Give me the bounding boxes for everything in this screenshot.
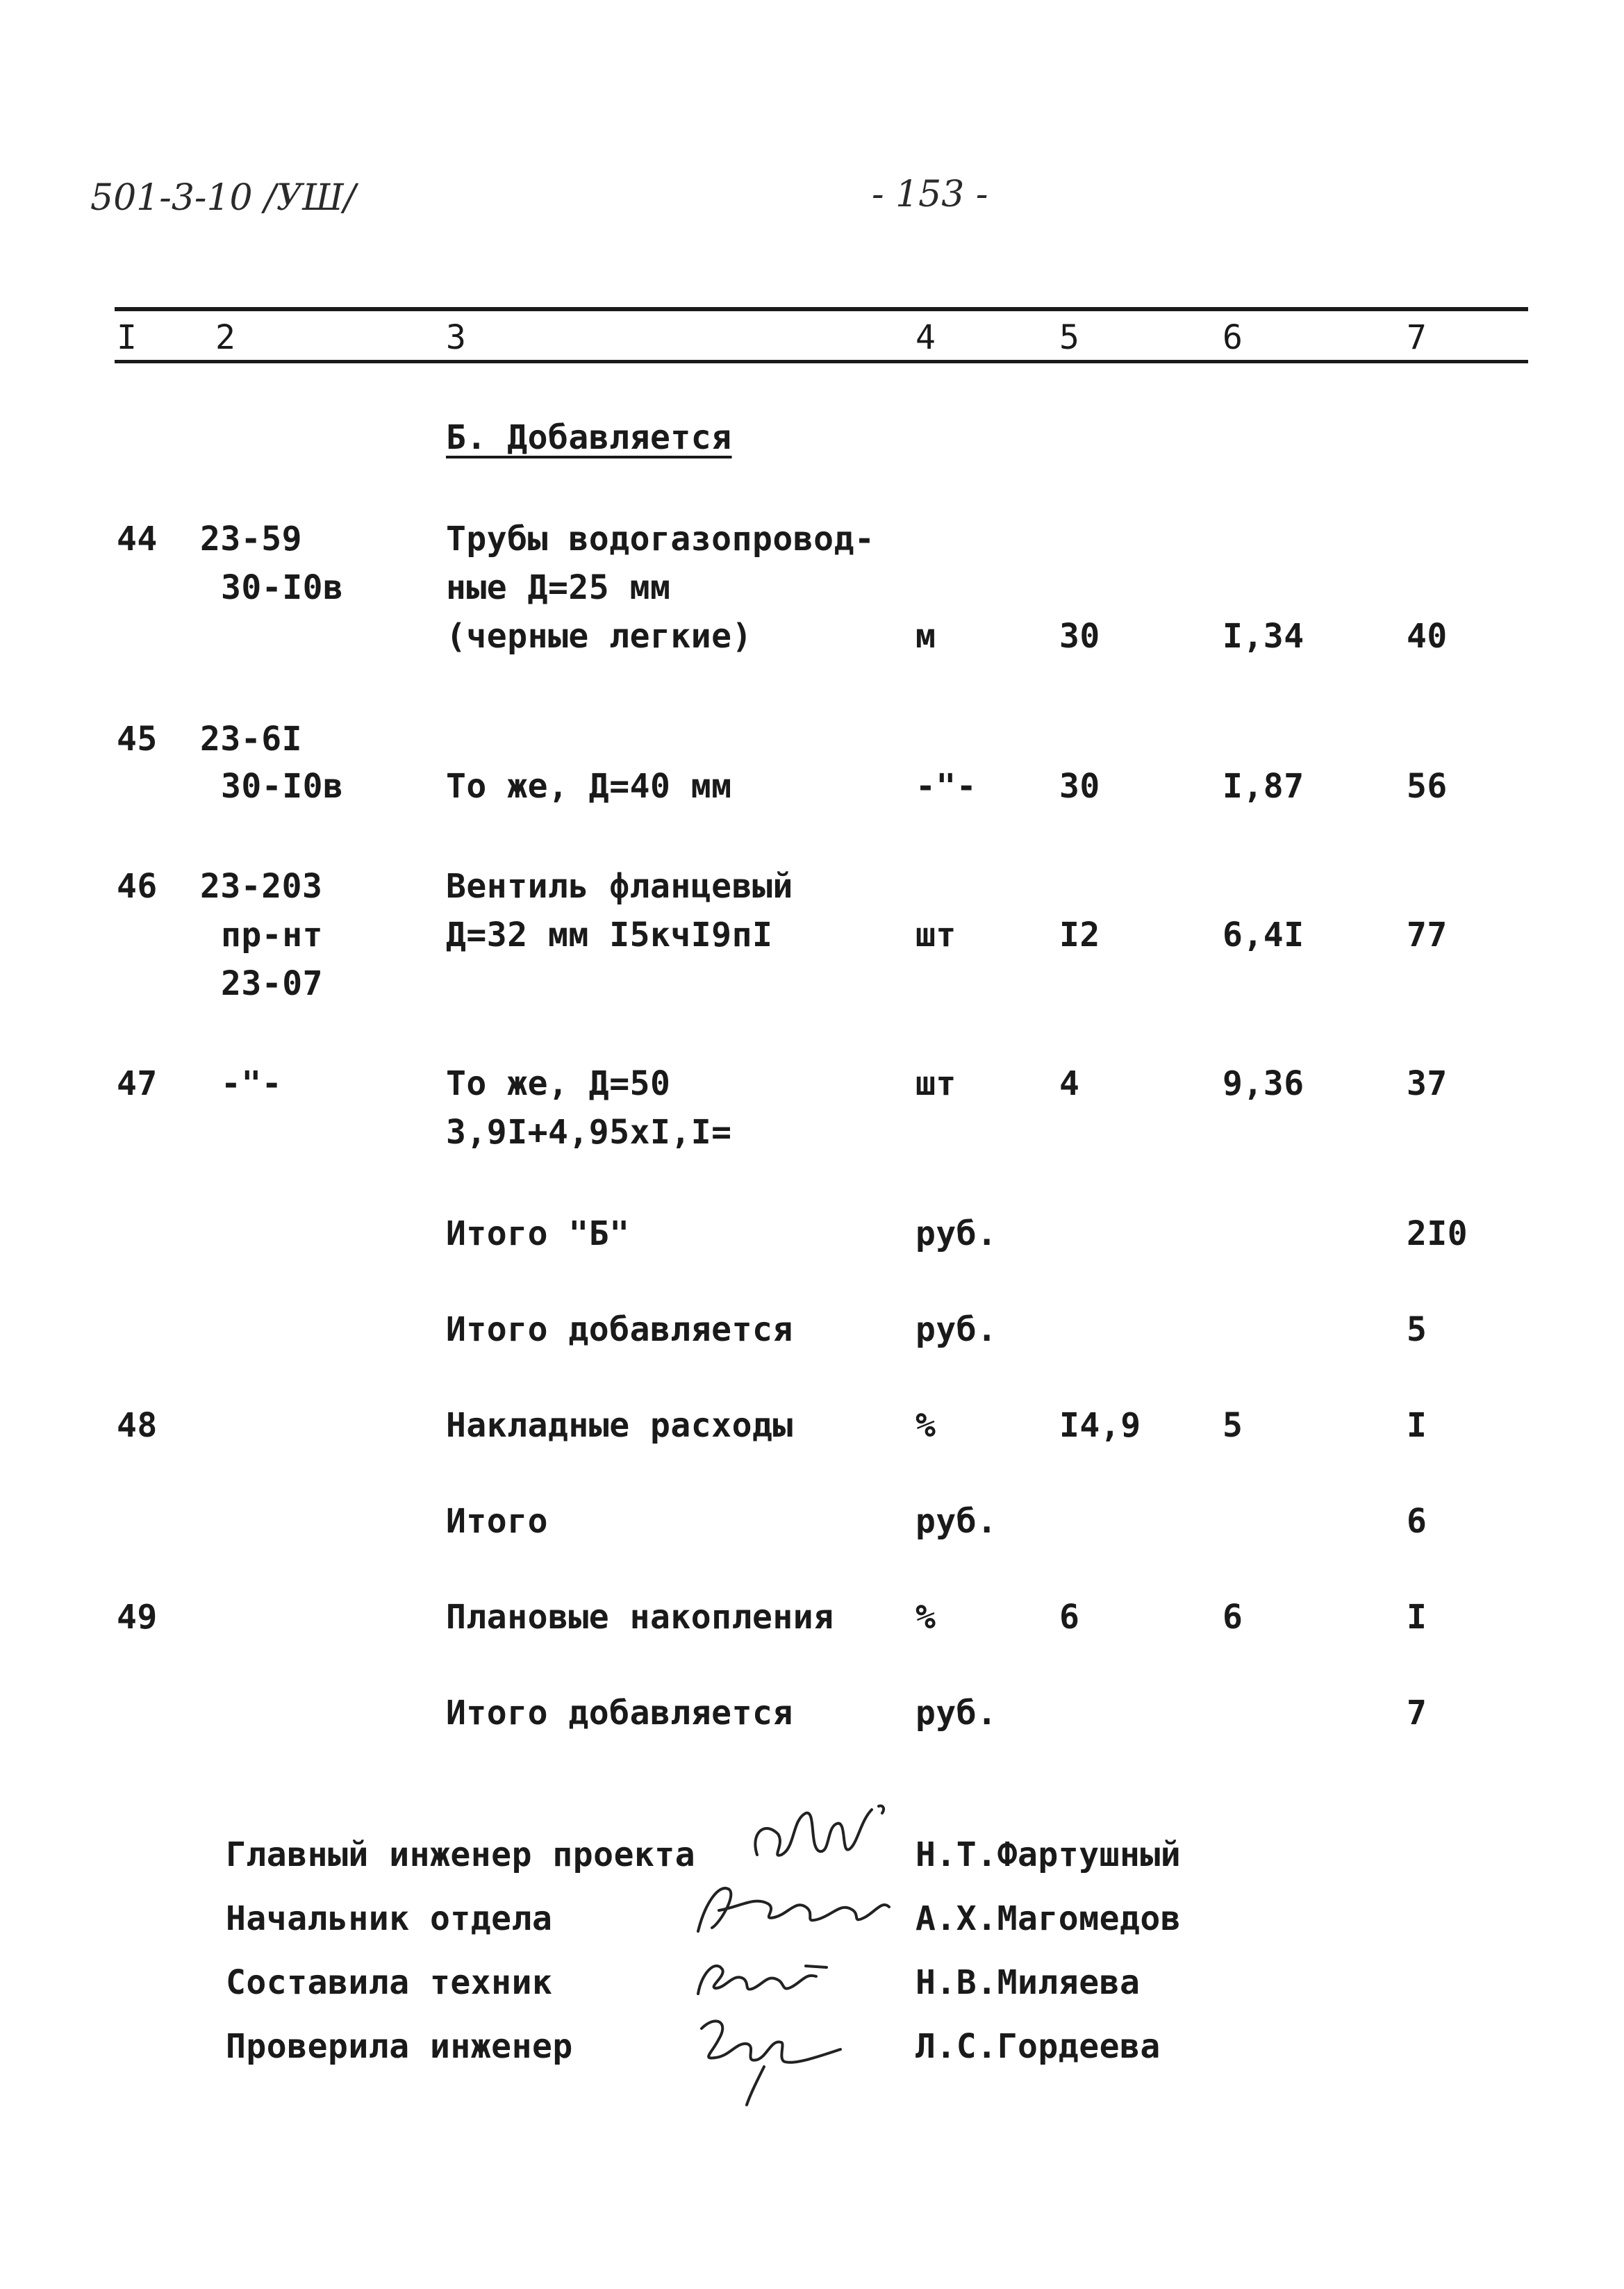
page-number: - 153 -	[872, 174, 988, 215]
row-49-unit: %	[915, 1598, 936, 1637]
signature-scribble-checking-engineer	[681, 2001, 861, 2112]
row-48-number: 48	[117, 1406, 158, 1445]
row-46-qty: I2	[1059, 916, 1100, 955]
total-added-label: Итого добавляется	[446, 1310, 793, 1349]
row-44-desc-line3: (черные легкие)	[446, 617, 752, 656]
row-44-desc-line1: Трубы водогазопровод-	[446, 520, 875, 559]
signature-role-checking-engineer: Проверила инженер	[226, 2027, 573, 2066]
row-46-total: 77	[1407, 916, 1448, 955]
row-47-desc-line1: То же, Д=50	[446, 1064, 671, 1103]
subtotal-b-label: Итого "Б"	[446, 1214, 630, 1253]
column-header-1: I	[117, 318, 137, 357]
row-48-unit: %	[915, 1406, 936, 1445]
signature-role-chief-engineer: Главный инженер проекта	[226, 1835, 696, 1874]
final-total-label: Итого добавляется	[446, 1694, 793, 1733]
signature-name-department-head: А.Х.Магомедов	[915, 1899, 1182, 1938]
section-title: Б. Добавляется	[446, 418, 732, 457]
row-47-total: 37	[1407, 1064, 1448, 1103]
signature-role-technician: Составила техник	[226, 1963, 553, 2002]
row-49-number: 49	[117, 1598, 158, 1637]
row-45-unit: -"-	[915, 767, 977, 806]
row-44-price: I,34	[1223, 617, 1304, 656]
signature-scribble-department-head	[677, 1869, 900, 1945]
row-49-desc: Плановые накопления	[446, 1598, 834, 1637]
row-44-desc-line2: ные Д=25 мм	[446, 568, 671, 607]
total-added-total: 5	[1407, 1310, 1427, 1349]
row-45-qty: 30	[1059, 767, 1100, 806]
column-header-7: 7	[1407, 318, 1427, 357]
total-added-unit: руб.	[915, 1310, 997, 1349]
row-48-qty: I4,9	[1059, 1406, 1141, 1445]
row-46-desc-line2: Д=32 мм I5кчI9пI	[446, 916, 773, 955]
document-code: 501-3-10 /УШ/	[90, 177, 356, 219]
column-header-6: 6	[1223, 318, 1243, 357]
row-47-price: 9,36	[1223, 1064, 1304, 1103]
row-48-total: I	[1407, 1406, 1427, 1445]
row-47-qty: 4	[1059, 1064, 1080, 1103]
column-header-5: 5	[1059, 318, 1079, 357]
signature-scribble-technician	[684, 1945, 837, 2008]
row-47-code: -"-	[221, 1064, 283, 1103]
column-header-2: 2	[215, 318, 235, 357]
row-46-desc-line1: Вентиль фланцевый	[446, 867, 793, 906]
row-45-price: I,87	[1223, 767, 1304, 806]
row-47-number: 47	[117, 1064, 158, 1103]
row-49-total: I	[1407, 1598, 1427, 1637]
row-46-unit: шт	[915, 916, 956, 955]
row-44-qty: 30	[1059, 617, 1100, 656]
row-46-code-line3: 23-07	[221, 964, 323, 1003]
row-49-price: 6	[1223, 1598, 1243, 1637]
row-45-desc: То же, Д=40 мм	[446, 767, 732, 806]
signature-name-checking-engineer: Л.С.Гордеева	[915, 2027, 1161, 2066]
row-44-unit: м	[915, 617, 936, 656]
row-45-code-line1: 23-6I	[200, 720, 302, 759]
row-46-price: 6,4I	[1223, 916, 1304, 955]
row-45-total: 56	[1407, 767, 1448, 806]
row-47-desc-line2: 3,9I+4,95xI,I=	[446, 1113, 732, 1152]
column-header-4: 4	[915, 318, 936, 357]
row-46-code-line1: 23-203	[200, 867, 323, 906]
row-47-unit: шт	[915, 1064, 956, 1103]
row-44-code-line2: 30-I0в	[221, 568, 344, 607]
total-label: Итого	[446, 1502, 548, 1541]
row-48-desc: Накладные расходы	[446, 1406, 793, 1445]
row-44-code-line1: 23-59	[200, 520, 302, 559]
row-44-number: 44	[117, 520, 158, 559]
row-49-qty: 6	[1059, 1598, 1080, 1637]
row-46-number: 46	[117, 867, 158, 906]
subtotal-b-unit: руб.	[915, 1214, 997, 1253]
row-48-price: 5	[1223, 1406, 1243, 1445]
subtotal-b-total: 2I0	[1407, 1214, 1468, 1253]
row-45-code-line2: 30-I0в	[221, 767, 344, 806]
total-total: 6	[1407, 1502, 1427, 1541]
signature-name-chief-engineer: Н.Т.Фартушный	[915, 1835, 1182, 1874]
header-bottom-rule	[115, 360, 1528, 363]
row-44-total: 40	[1407, 617, 1448, 656]
top-rule	[115, 307, 1528, 311]
final-total-total: 7	[1407, 1694, 1427, 1733]
total-unit: руб.	[915, 1502, 997, 1541]
row-46-code-line2: пр-нт	[221, 916, 323, 955]
signature-role-department-head: Начальник отдела	[226, 1899, 553, 1938]
final-total-unit: руб.	[915, 1694, 997, 1733]
column-header-3: 3	[446, 318, 466, 357]
row-45-number: 45	[117, 720, 158, 759]
signature-name-technician: Н.В.Миляева	[915, 1963, 1141, 2002]
